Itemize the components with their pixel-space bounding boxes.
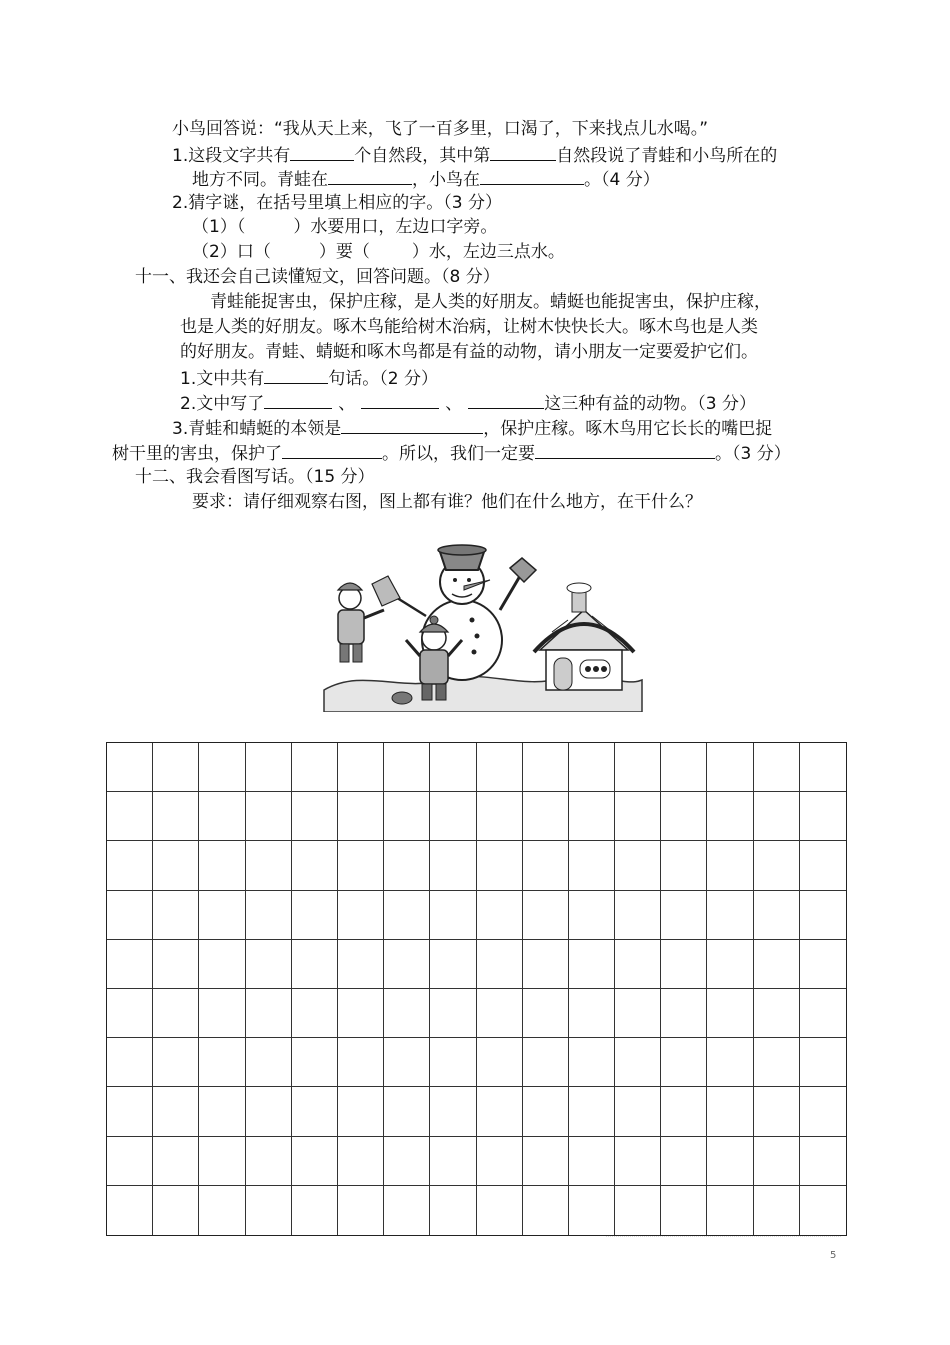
grid-cell[interactable] (199, 1087, 245, 1136)
grid-cell[interactable] (107, 841, 153, 890)
grid-cell[interactable] (199, 792, 245, 841)
grid-cell[interactable] (430, 891, 476, 940)
answer-blank[interactable] (468, 390, 544, 409)
grid-cell[interactable] (107, 1038, 153, 1087)
grid-cell[interactable] (246, 792, 292, 841)
grid-cell[interactable] (707, 1087, 753, 1136)
grid-cell[interactable] (107, 940, 153, 989)
section-12-requirement: 要求：请仔细观察右图，图上都有谁？他们在什么地方，在干什么？ (192, 492, 702, 512)
grid-cell[interactable] (754, 1137, 800, 1186)
grid-cell[interactable] (477, 841, 523, 890)
grid-cell[interactable] (153, 841, 199, 890)
answer-blank[interactable] (490, 142, 556, 161)
grid-cell[interactable] (430, 1087, 476, 1136)
grid-cell[interactable] (523, 1186, 569, 1235)
grid-cell[interactable] (292, 989, 338, 1038)
s11-q3-d: 。所以，我们一定要 (382, 444, 535, 464)
passage-line: 的好朋友。青蛙、蜻蜓和啄木鸟都是有益的动物，请小朋友一定要爱护它们。 (180, 342, 758, 362)
grid-cell[interactable] (707, 841, 753, 890)
grid-cell[interactable] (477, 891, 523, 940)
riddle-1 (192, 215, 497, 239)
grid-cell[interactable] (569, 940, 615, 989)
grid-cell[interactable] (800, 989, 846, 1038)
grid-cell[interactable] (569, 891, 615, 940)
grid-cell[interactable] (338, 792, 384, 841)
s11-q2-sep: 、 (445, 394, 463, 414)
question-1-line2 (192, 166, 660, 192)
grid-cell[interactable] (754, 743, 800, 792)
section-11-q2 (180, 390, 756, 416)
grid-cell[interactable] (199, 841, 245, 890)
grid-cell[interactable] (338, 940, 384, 989)
grid-cell[interactable] (754, 1038, 800, 1087)
grid-cell[interactable] (569, 1186, 615, 1235)
answer-blank[interactable] (282, 440, 382, 459)
writing-grid[interactable] (106, 742, 847, 1236)
q1-text-b: 个自然段，其中第 (354, 146, 491, 166)
grid-cell[interactable] (707, 743, 753, 792)
grid-cell[interactable] (707, 989, 753, 1038)
grid-cell[interactable] (384, 1038, 430, 1087)
q1-text-e: ，小鸟在 (412, 170, 480, 190)
grid-cell[interactable] (153, 1186, 199, 1235)
grid-cell[interactable] (569, 1038, 615, 1087)
grid-cell[interactable] (338, 989, 384, 1038)
section-11-q3-line2 (112, 440, 791, 466)
grid-cell[interactable] (661, 940, 707, 989)
grid-cell[interactable] (199, 743, 245, 792)
grid-cell[interactable] (615, 891, 661, 940)
grid-cell[interactable] (800, 792, 846, 841)
grid-cell[interactable] (107, 989, 153, 1038)
grid-cell[interactable] (754, 841, 800, 890)
grid-cell[interactable] (800, 841, 846, 890)
grid-cell[interactable] (615, 1038, 661, 1087)
grid-cell[interactable] (615, 989, 661, 1038)
grid-cell[interactable] (153, 891, 199, 940)
grid-cell[interactable] (246, 1038, 292, 1087)
grid-cell[interactable] (569, 1087, 615, 1136)
grid-cell[interactable] (523, 891, 569, 940)
grid-cell[interactable] (661, 743, 707, 792)
grid-cell[interactable] (523, 989, 569, 1038)
grid-cell[interactable] (430, 743, 476, 792)
question-1-line1 (172, 142, 777, 168)
grid-cell[interactable] (384, 792, 430, 841)
grid-cell[interactable] (246, 1087, 292, 1136)
grid-cell[interactable] (707, 1137, 753, 1186)
grid-cell[interactable] (477, 1087, 523, 1136)
section-11-heading: 十一、我还会自己读懂短文，回答问题。（8 分） (135, 267, 500, 287)
section-11-q1 (180, 365, 438, 391)
grid-cell[interactable] (800, 1087, 846, 1136)
grid-cell[interactable] (707, 792, 753, 841)
grid-cell[interactable] (523, 940, 569, 989)
grid-cell[interactable] (661, 792, 707, 841)
grid-cell[interactable] (430, 989, 476, 1038)
grid-cell[interactable] (569, 989, 615, 1038)
grid-cell[interactable] (246, 1186, 292, 1235)
riddle-2-a: （2）口（ (192, 242, 271, 262)
grid-cell[interactable] (800, 1137, 846, 1186)
grid-cell[interactable] (800, 891, 846, 940)
s11-q3-e: 。（3 分） (715, 444, 791, 464)
page-number: 5 (830, 1250, 837, 1261)
grid-cell[interactable] (430, 792, 476, 841)
grid-cell[interactable] (153, 743, 199, 792)
grid-cell[interactable] (707, 940, 753, 989)
s11-q2-b: 这三种有益的动物。（3 分） (544, 394, 756, 414)
grid-cell[interactable] (661, 1137, 707, 1186)
grid-cell[interactable] (107, 1186, 153, 1235)
answer-blank[interactable] (328, 166, 412, 185)
grid-cell[interactable] (292, 1038, 338, 1087)
s11-q3-a: 3.青蛙和蜻蜓的本领是 (172, 419, 342, 439)
grid-cell[interactable] (569, 792, 615, 841)
grid-cell[interactable] (199, 1137, 245, 1186)
grid-cell[interactable] (615, 1137, 661, 1186)
snow-scene-illustration (322, 540, 644, 712)
grid-cell[interactable] (477, 1186, 523, 1235)
grid-cell[interactable] (384, 891, 430, 940)
grid-cell[interactable] (754, 891, 800, 940)
grid-cell[interactable] (292, 1137, 338, 1186)
grid-cell[interactable] (199, 1038, 245, 1087)
question-2-title: 2.猜字谜，在括号里填上相应的字。（3 分） (172, 193, 502, 213)
grid-cell[interactable] (661, 891, 707, 940)
grid-cell[interactable] (153, 940, 199, 989)
grid-cell[interactable] (292, 1087, 338, 1136)
grid-cell[interactable] (523, 1087, 569, 1136)
snow-house (534, 583, 634, 690)
grid-cell[interactable] (661, 1087, 707, 1136)
grid-cell[interactable] (800, 1186, 846, 1235)
grid-cell[interactable] (754, 940, 800, 989)
grid-cell[interactable] (246, 989, 292, 1038)
answer-blank[interactable] (361, 390, 439, 409)
grid-cell[interactable] (523, 841, 569, 890)
grid-cell[interactable] (477, 792, 523, 841)
answer-blank[interactable] (535, 440, 715, 459)
grid-cell[interactable] (615, 940, 661, 989)
grid-cell[interactable] (384, 1137, 430, 1186)
grid-cell[interactable] (523, 1137, 569, 1186)
grid-cell[interactable] (615, 743, 661, 792)
grid-cell[interactable] (523, 743, 569, 792)
grid-cell[interactable] (430, 1038, 476, 1087)
grid-cell[interactable] (199, 940, 245, 989)
grid-cell[interactable] (661, 841, 707, 890)
passage-line: 青蛙能捉害虫，保护庄稼，是人类的好朋友。蜻蜓也能捉害虫，保护庄稼， (210, 292, 771, 312)
s11-q3-c: 树干里的害虫，保护了 (112, 444, 282, 464)
grid-cell[interactable] (246, 1137, 292, 1186)
grid-cell[interactable] (338, 1087, 384, 1136)
q1-text-f: 。（4 分） (584, 170, 660, 190)
grid-cell[interactable] (246, 841, 292, 890)
grid-cell[interactable] (477, 989, 523, 1038)
grid-cell[interactable] (107, 891, 153, 940)
s11-q2-a: 2.文中写了 (180, 394, 265, 414)
grid-cell[interactable] (430, 1137, 476, 1186)
grid-cell[interactable] (477, 1038, 523, 1087)
grid-cell[interactable] (338, 841, 384, 890)
s11-q2-sep: 、 (338, 394, 356, 414)
riddle-2 (192, 240, 565, 264)
answer-blank[interactable] (341, 415, 483, 434)
q1-text-d: 地方不同。青蛙在 (192, 170, 328, 190)
grid-cell[interactable] (292, 940, 338, 989)
grid-cell[interactable] (384, 841, 430, 890)
grid-cell[interactable] (384, 743, 430, 792)
grid-cell[interactable] (153, 1087, 199, 1136)
grid-cell[interactable] (800, 940, 846, 989)
grid-cell[interactable] (384, 1087, 430, 1136)
riddle-1-b: ）水要用口，左边口字旁。 (293, 217, 498, 237)
passage-continuation: 小鸟回答说：“我从天上来，飞了一百多里，口渴了，下来找点儿水喝。” (172, 119, 709, 139)
grid-cell[interactable] (246, 891, 292, 940)
grid-cell[interactable] (107, 1087, 153, 1136)
section-11-q3-line1 (172, 415, 772, 441)
grid-cell[interactable] (292, 792, 338, 841)
grid-cell[interactable] (338, 1186, 384, 1235)
grid-cell[interactable] (292, 743, 338, 792)
grid-cell[interactable] (199, 1186, 245, 1235)
shovel (500, 558, 536, 610)
grid-cell[interactable] (615, 792, 661, 841)
grid-cell[interactable] (153, 1038, 199, 1087)
grid-cell[interactable] (707, 1186, 753, 1235)
grid-cell[interactable] (754, 1186, 800, 1235)
grid-cell[interactable] (430, 940, 476, 989)
grid-cell[interactable] (430, 841, 476, 890)
grid-cell[interactable] (246, 743, 292, 792)
riddle-2-b: ）要（ (318, 242, 370, 262)
s11-q3-b: ，保护庄稼。啄木鸟用它长长的嘴巴捉 (483, 419, 773, 439)
grid-cell[interactable] (338, 743, 384, 792)
q1-text-c: 自然段说了青蛙和小鸟所在的 (556, 146, 778, 166)
grid-cell[interactable] (384, 940, 430, 989)
grid-cell[interactable] (661, 1038, 707, 1087)
grid-cell[interactable] (199, 989, 245, 1038)
grid-cell[interactable] (153, 792, 199, 841)
s11-q1-b: 句话。（2 分） (328, 369, 438, 389)
grid-cell[interactable] (477, 1137, 523, 1186)
grid-cell[interactable] (430, 1186, 476, 1235)
grid-cell[interactable] (477, 940, 523, 989)
grid-cell[interactable] (615, 1186, 661, 1235)
passage-line: 也是人类的好朋友。啄木鸟能给树木治病，让树木快快长大。啄木鸟也是人类 (180, 317, 758, 337)
riddle-2-c: ）水，左边三点水。 (411, 242, 565, 262)
answer-blank[interactable] (264, 390, 332, 409)
riddle-1-a: （1）（ (192, 217, 246, 237)
grid-cell[interactable] (754, 1087, 800, 1136)
grid-cell[interactable] (615, 841, 661, 890)
grid-cell[interactable] (800, 743, 846, 792)
answer-blank[interactable] (290, 142, 354, 161)
grid-cell[interactable] (246, 940, 292, 989)
grid-cell[interactable] (292, 841, 338, 890)
grid-cell[interactable] (523, 1038, 569, 1087)
grid-cell[interactable] (754, 792, 800, 841)
grid-cell[interactable] (569, 1137, 615, 1186)
grid-cell[interactable] (754, 989, 800, 1038)
grid-cell[interactable] (107, 792, 153, 841)
grid-cell[interactable] (153, 989, 199, 1038)
q1-text-a: 1.这段文字共有 (172, 146, 291, 166)
grid-cell[interactable] (199, 891, 245, 940)
grid-cell[interactable] (477, 743, 523, 792)
grid-cell[interactable] (569, 841, 615, 890)
grid-cell[interactable] (107, 1137, 153, 1186)
s11-q1-a: 1.文中共有 (180, 369, 265, 389)
grid-cell[interactable] (707, 1038, 753, 1087)
grid-cell[interactable] (569, 743, 615, 792)
grid-cell[interactable] (153, 1137, 199, 1186)
answer-blank[interactable] (264, 365, 328, 384)
grid-cell[interactable] (292, 1186, 338, 1235)
grid-cell[interactable] (707, 891, 753, 940)
grid-cell[interactable] (800, 1038, 846, 1087)
grid-cell[interactable] (338, 1137, 384, 1186)
grid-cell[interactable] (107, 743, 153, 792)
grid-cell[interactable] (661, 989, 707, 1038)
grid-cell[interactable] (292, 891, 338, 940)
section-12-heading: 十二、我会看图写话。（15 分） (135, 467, 375, 487)
grid-cell[interactable] (615, 1087, 661, 1136)
answer-blank[interactable] (480, 166, 584, 185)
grid-cell[interactable] (661, 1186, 707, 1235)
grid-cell[interactable] (384, 1186, 430, 1235)
footer-watermark (606, 1236, 841, 1245)
grid-cell[interactable] (523, 792, 569, 841)
grid-cell[interactable] (338, 891, 384, 940)
grid-cell[interactable] (384, 989, 430, 1038)
grid-cell[interactable] (338, 1038, 384, 1087)
